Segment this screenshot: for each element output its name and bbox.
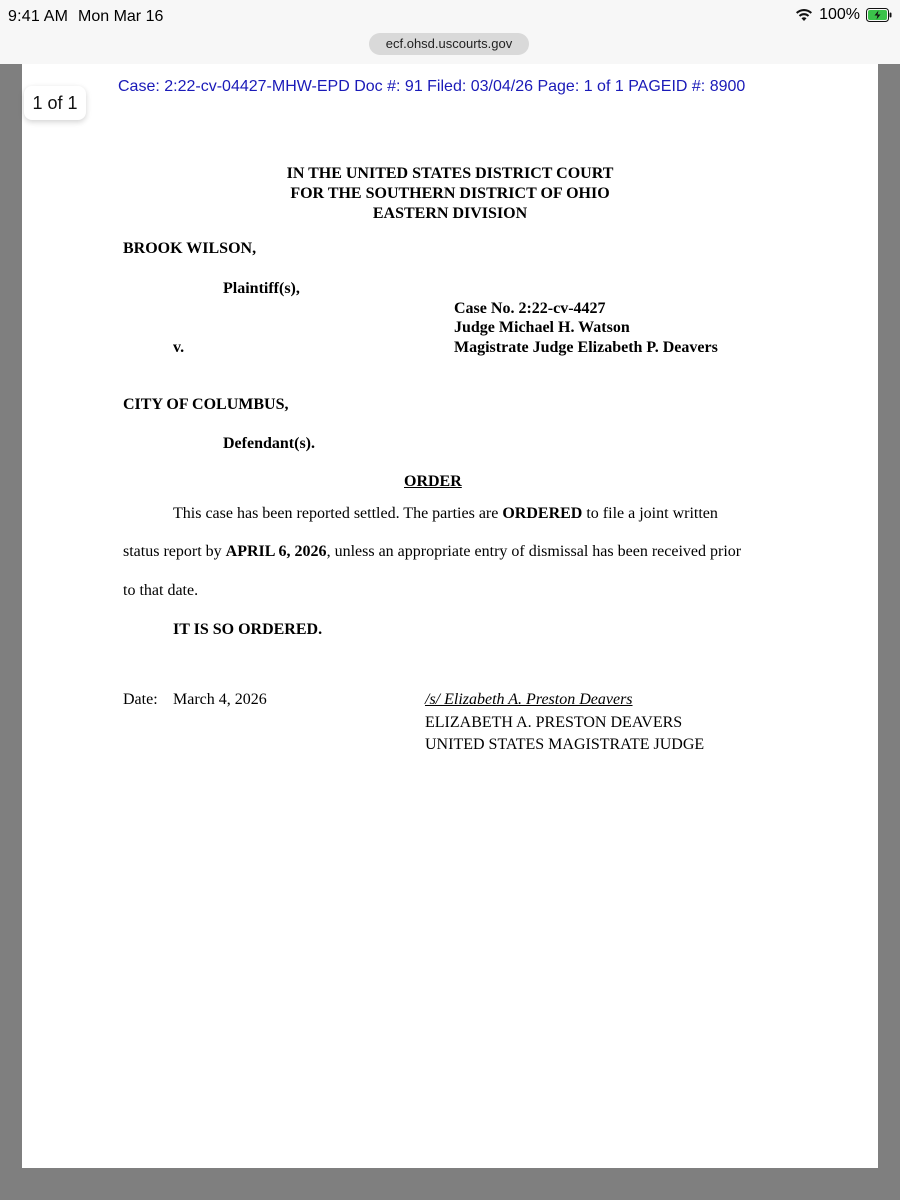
defendant-role: Defendant(s). xyxy=(223,435,315,452)
order-paragraph-line xyxy=(123,543,741,561)
date-value: March 4, 2026 xyxy=(173,691,267,708)
signer-title: UNITED STATES MAGISTRATE JUDGE xyxy=(425,736,705,753)
body-text: status report by xyxy=(123,543,226,560)
browser-top-bar xyxy=(0,0,900,64)
court-line: FOR THE SOUTHERN DISTRICT OF OHIO xyxy=(290,185,610,202)
status-time: 9:41 AM xyxy=(8,8,69,25)
versus-label: v. xyxy=(173,339,185,356)
ecf-header-stamp: Case: 2:22-cv-04427-MHW-EPD Doc #: 91 Filed: 03/04/26 Page: 1 of 1 PAGEID #: 8900 xyxy=(118,78,746,95)
body-text: to file a joint written xyxy=(582,505,718,522)
defendant-name: CITY OF COLUMBUS, xyxy=(123,396,289,413)
deadline-date: APRIL 6, 2026 xyxy=(225,543,327,560)
body-text: This case has been reported settled. The parties are xyxy=(173,505,503,522)
court-caption xyxy=(0,164,900,224)
court-line: EASTERN DIVISION xyxy=(372,205,528,222)
battery-percent: 100% xyxy=(819,6,860,23)
so-ordered: IT IS SO ORDERED. xyxy=(173,621,323,638)
case-number: Case No. 2:22-cv-4427 xyxy=(454,300,606,317)
page-indicator: 1 of 1 xyxy=(24,86,86,120)
court-line: IN THE UNITED STATES DISTRICT COURT xyxy=(286,165,614,182)
wifi-icon xyxy=(795,8,813,22)
body-emphasis: ORDERED xyxy=(502,505,583,522)
status-indicators xyxy=(795,6,892,24)
electronic-signature: /s/ Elizabeth A. Preston Deavers xyxy=(425,691,633,708)
order-title: ORDER xyxy=(404,473,462,490)
pdf-page xyxy=(22,64,878,1168)
magistrate-judge: Magistrate Judge Elizabeth P. Deavers xyxy=(454,339,718,356)
plaintiff-role: Plaintiff(s), xyxy=(223,280,300,297)
date-label: Date: xyxy=(123,691,158,708)
battery-charging-icon xyxy=(866,8,892,22)
plaintiff-name: BROOK WILSON, xyxy=(123,240,257,257)
order-paragraph-line xyxy=(173,505,718,523)
url-bar[interactable]: ecf.ohsd.uscourts.gov xyxy=(369,33,529,55)
signer-name: ELIZABETH A. PRESTON DEAVERS xyxy=(425,714,683,731)
body-text: , unless an appropriate entry of dismissal has been received prior xyxy=(326,543,742,560)
order-paragraph-line: to that date. xyxy=(123,582,199,599)
status-date: Mon Mar 16 xyxy=(78,8,164,25)
district-judge: Judge Michael H. Watson xyxy=(454,319,630,336)
